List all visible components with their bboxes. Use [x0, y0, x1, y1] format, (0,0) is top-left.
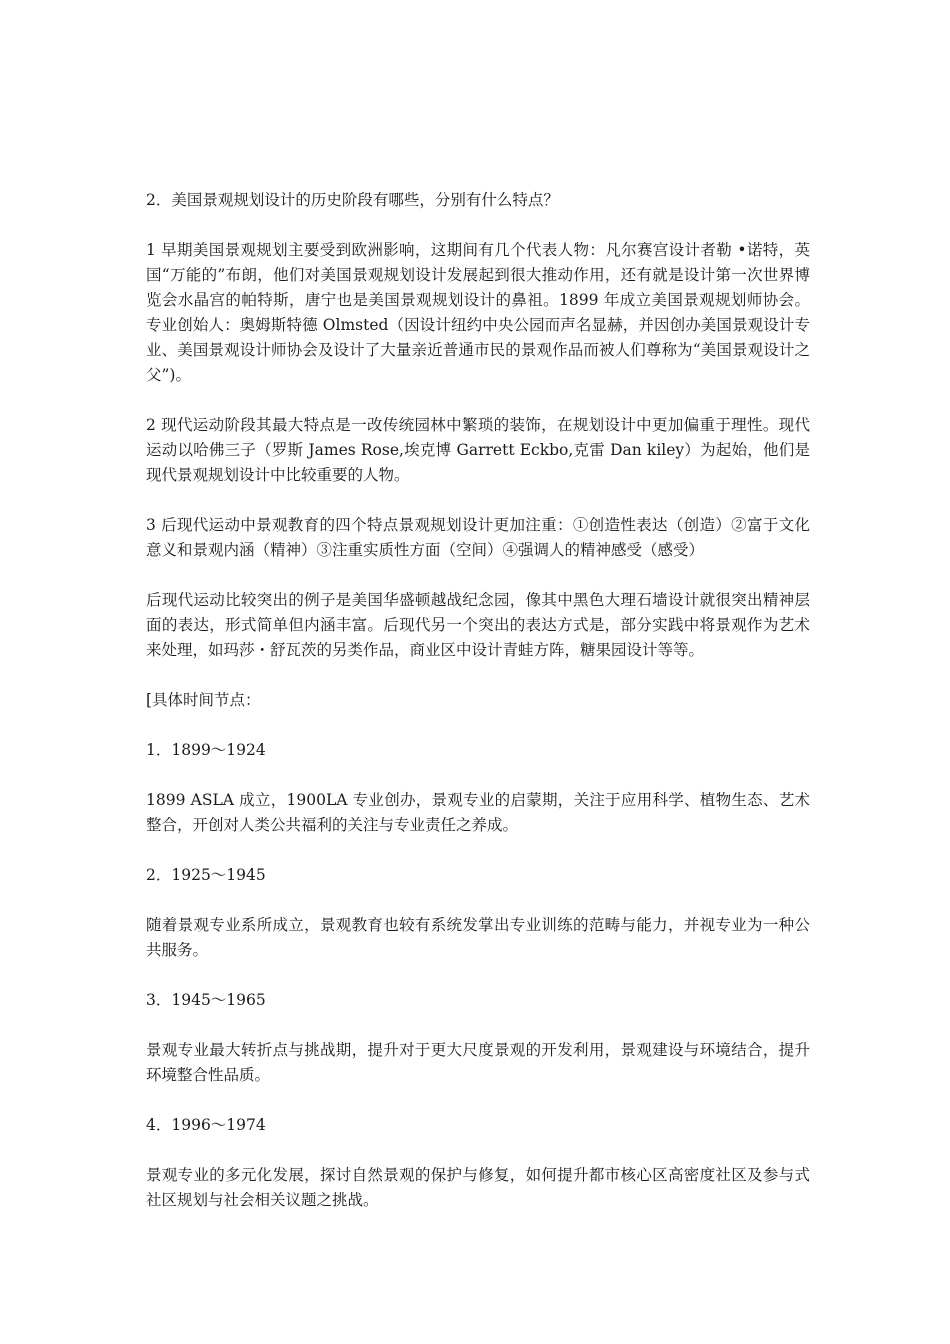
timeline-period-3: 3．1945～1965	[146, 991, 266, 1009]
timeline-description-1: 1899 ASLA 成立，1900LA 专业创办，景观专业的启蒙期，关注于应用科学、植物生态、艺术整合，开创对人类公共福利的关注与专业责任之养成。	[146, 791, 810, 834]
timeline-period-4: 4．1996～1974	[146, 1116, 266, 1134]
paragraph-postmodern-examples: 后现代运动比较突出的例子是美国华盛顿越战纪念园，像其中黑色大理石墙设计就很突出精神层面的表达，形式简单但内涵丰富。后现代另一个突出的表达方式是，部分实践中将景观作为艺术来处理，如玛莎・舒瓦茨的另类作品，商业区中设计青蛙方阵，糖果园设计等等。	[146, 591, 810, 659]
timeline-description-4: 景观专业的多元化发展，探讨自然景观的保护与修复，如何提升都市核心区高密度社区及参与式社区规划与社会相关议题之挑战。	[146, 1166, 810, 1209]
paragraph-modern-movement: 2 现代运动阶段其最大特点是一改传统园林中繁琐的装饰，在规划设计中更加偏重于理性。现代运动以哈佛三子（罗斯 James Rose,埃克博 Garrett Eckbo,克雷 Dan kiley）为起始，他们是现代景观规划设计中比较重要的人物。	[146, 416, 810, 484]
document-page	[146, 188, 810, 1238]
paragraph-postmodern-education: 3 后现代运动中景观教育的四个特点景观规划设计更加注重：①创造性表达（创造）②富于文化意义和景观内涵（精神）③注重实质性方面（空间）④强调人的精神感受（感受）	[146, 516, 810, 559]
timeline-description-2: 随着景观专业系所成立，景观教育也较有系统发掌出专业训练的范畴与能力，并视专业为一种公共服务。	[146, 916, 810, 959]
paragraph-early-period: 1 早期美国景观规划主要受到欧洲影响，这期间有几个代表人物：凡尔赛宫设计者勒 •诺特，英国“万能的”布朗，他们对美国景观规划设计发展起到很大推动作用，还有就是设计第一次世界博览会水晶宫的帕特斯，唐宁也是美国景观规划设计的鼻祖。1899 年成立美国景观规划师协会。专业创始人：奥姆斯特德 Olmsted（因设计纽约中央公园而声名显赫，并因创办美国景观设计专业、美国景观设计师协会及设计了大量亲近普通市民的景观作品而被人们尊称为“美国景观设计之父”)。	[146, 241, 810, 384]
timeline-period-2: 2．1925～1945	[146, 866, 266, 884]
question-heading: 2．美国景观规划设计的历史阶段有哪些，分别有什么特点？	[146, 191, 559, 209]
timeline-period-1: 1．1899～1924	[146, 741, 266, 759]
timeline-description-3: 景观专业最大转折点与挑战期，提升对于更大尺度景观的开发利用，景观建设与环境结合，提升环境整合性品质。	[146, 1041, 810, 1084]
timeline-heading: [具体时间节点：	[146, 691, 261, 709]
